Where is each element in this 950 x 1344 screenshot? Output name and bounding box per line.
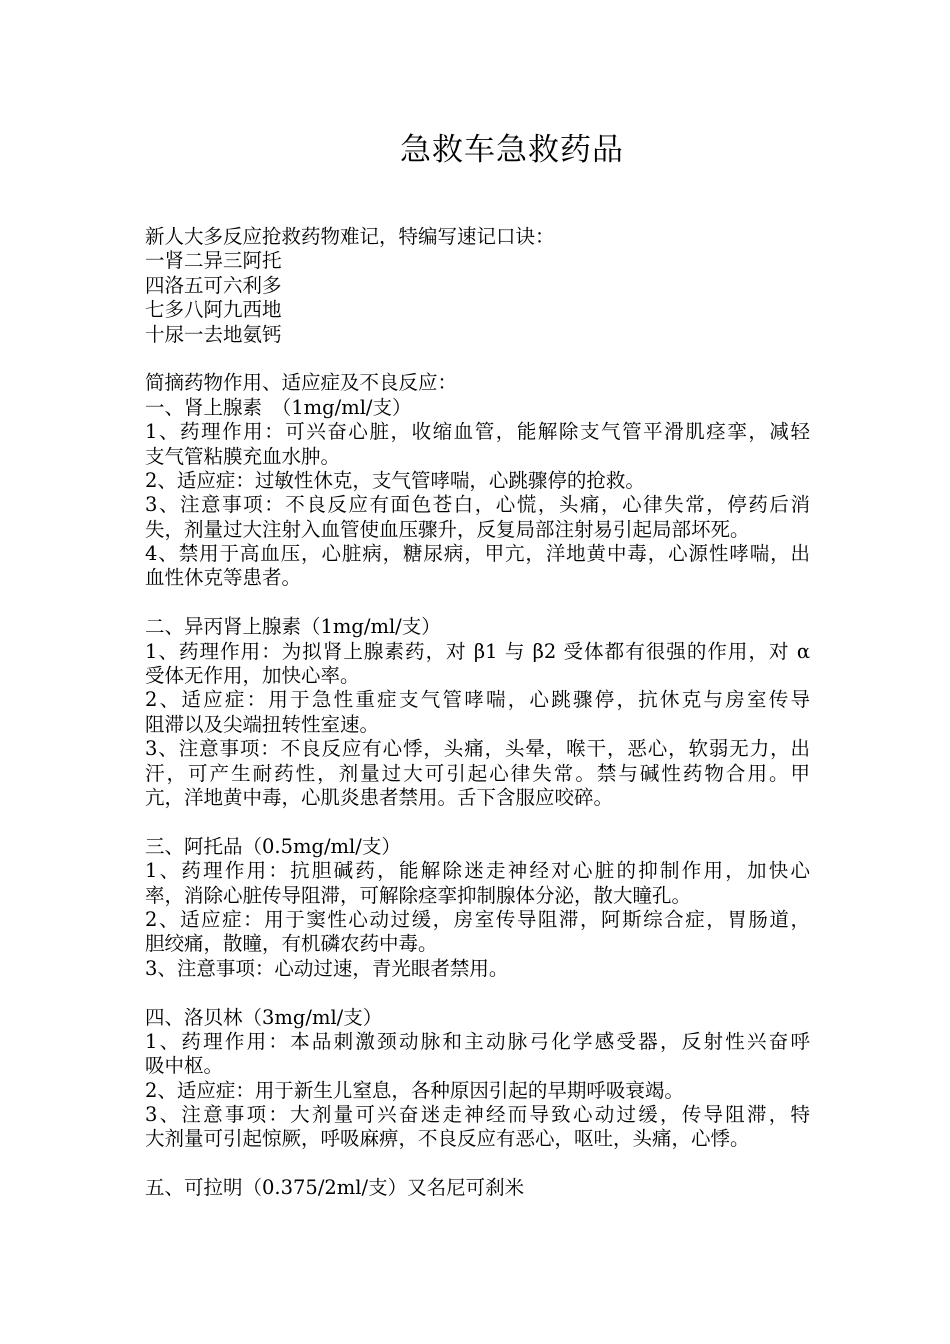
drug-text-line: 吸中枢。 (145, 1054, 224, 1078)
document-title: 急救车急救药品 (400, 132, 624, 168)
drug-text-line: 3、注意事项：不良反应有面色苍白，心慌，头痛，心律失常，停药后消 (145, 493, 810, 517)
drug-text-line: 2、适应症：过敏性休克，支气管哮喘，心跳骤停的抢救。 (145, 468, 645, 492)
drug-text-line: 1、药理作用：本品刺激颈动脉和主动脉弓化学感受器，反射性兴奋呼 (145, 1029, 810, 1053)
intro-line: 新人大多反应抢救药物难记，特编写速记口诀： (145, 225, 555, 248)
mnemonic-line: 十尿一去地氨钙 (145, 322, 282, 346)
drug-text-line: 失，剂量过大注射入血管使血压骤升，反复局部注射易引起局部坏死。 (145, 517, 750, 541)
mnemonic-line: 四洛五可六利多 (145, 273, 282, 297)
drug-text-line: 率，消除心脏传导阻滞，可解除痉挛抑制腺体分泌，散大瞳孔。 (145, 883, 692, 907)
drug-heading: 三、阿托品（0.5mg/ml/支） (145, 834, 401, 858)
drug-text-line: 3、注意事项：心动过速，青光眼者禁用。 (145, 956, 509, 980)
drug-text-line: 1、药理作用：可兴奋心脏，收缩血管，能解除支气管平滑肌痉挛，减轻 (145, 420, 810, 444)
paragraph-gap (145, 981, 810, 1005)
drug-text-line: 2、适应症：用于窦性心动过缓，房室传导阻滞，阿斯综合症，胃肠道， (145, 907, 810, 931)
paragraph-gap (145, 1152, 810, 1176)
paragraph-gap (145, 347, 810, 371)
drug-text-line: 3、注意事项：大剂量可兴奋迷走神经而导致心动过缓，传导阻滞，特 (145, 1103, 810, 1127)
drug-text-line: 汗，可产生耐药性，剂量过大可引起心律失常。禁与碱性药物合用。甲 (145, 761, 810, 785)
drug-text-line: 2、适应症：用于新生儿窒息，各种原因引起的早期呼吸衰竭。 (145, 1078, 684, 1102)
drug-text-line: 阻滞以及尖端扭转性室速。 (145, 712, 380, 736)
drug-text-line: 胆绞痛，散瞳，有机磷农药中毒。 (145, 932, 438, 956)
drug-text-line: 血性休克等患者。 (145, 566, 302, 590)
drug-text-line: 3、注意事项：不良反应有心悸，头痛，头晕，喉干，恶心，软弱无力，出 (145, 737, 810, 761)
document-body (145, 225, 810, 1201)
drug-text-line: 4、禁用于高血压，心脏病，糖尿病，甲亢，洋地黄中毒，心源性哮喘，出 (145, 542, 810, 566)
summary-heading: 简摘药物作用、适应症及不良反应： (145, 371, 458, 395)
drug-text-line: 大剂量可引起惊厥，呼吸麻痹，不良反应有恶心，呕吐，头痛，心悸。 (145, 1127, 750, 1151)
paragraph-gap (145, 591, 810, 615)
mnemonic-line: 七多八阿九西地 (145, 298, 282, 322)
drug-heading: 一、肾上腺素 （1mg/ml/支） (145, 395, 412, 419)
drug-text-line: 1、药理作用：抗胆碱药，能解除迷走神经对心脏的抑制作用，加快心 (145, 859, 810, 883)
drug-heading: 四、洛贝林（3mg/ml/支） (145, 1005, 383, 1029)
drug-heading: 五、可拉明（0.375/2ml/支）又名尼可刹米 (145, 1176, 525, 1200)
drug-text-line: 受体无作用，加快心率。 (145, 664, 360, 688)
mnemonic-line: 一肾二异三阿托 (145, 249, 282, 273)
drug-text-line: 亢，洋地黄中毒，心肌炎患者禁用。舌下含服应咬碎。 (145, 785, 614, 809)
drug-heading: 二、异丙肾上腺素（1mg/ml/支） (145, 615, 441, 639)
paragraph-gap (145, 810, 810, 834)
drug-text-line: 支气管粘膜充血水肿。 (145, 444, 341, 468)
drug-text-line: 1、药理作用：为拟肾上腺素药，对 β1 与 β2 受体都有很强的作用，对 α (145, 639, 810, 663)
drug-text-line: 2、适应症：用于急性重症支气管哮喘，心跳骤停，抗休克与房室传导 (145, 688, 810, 712)
